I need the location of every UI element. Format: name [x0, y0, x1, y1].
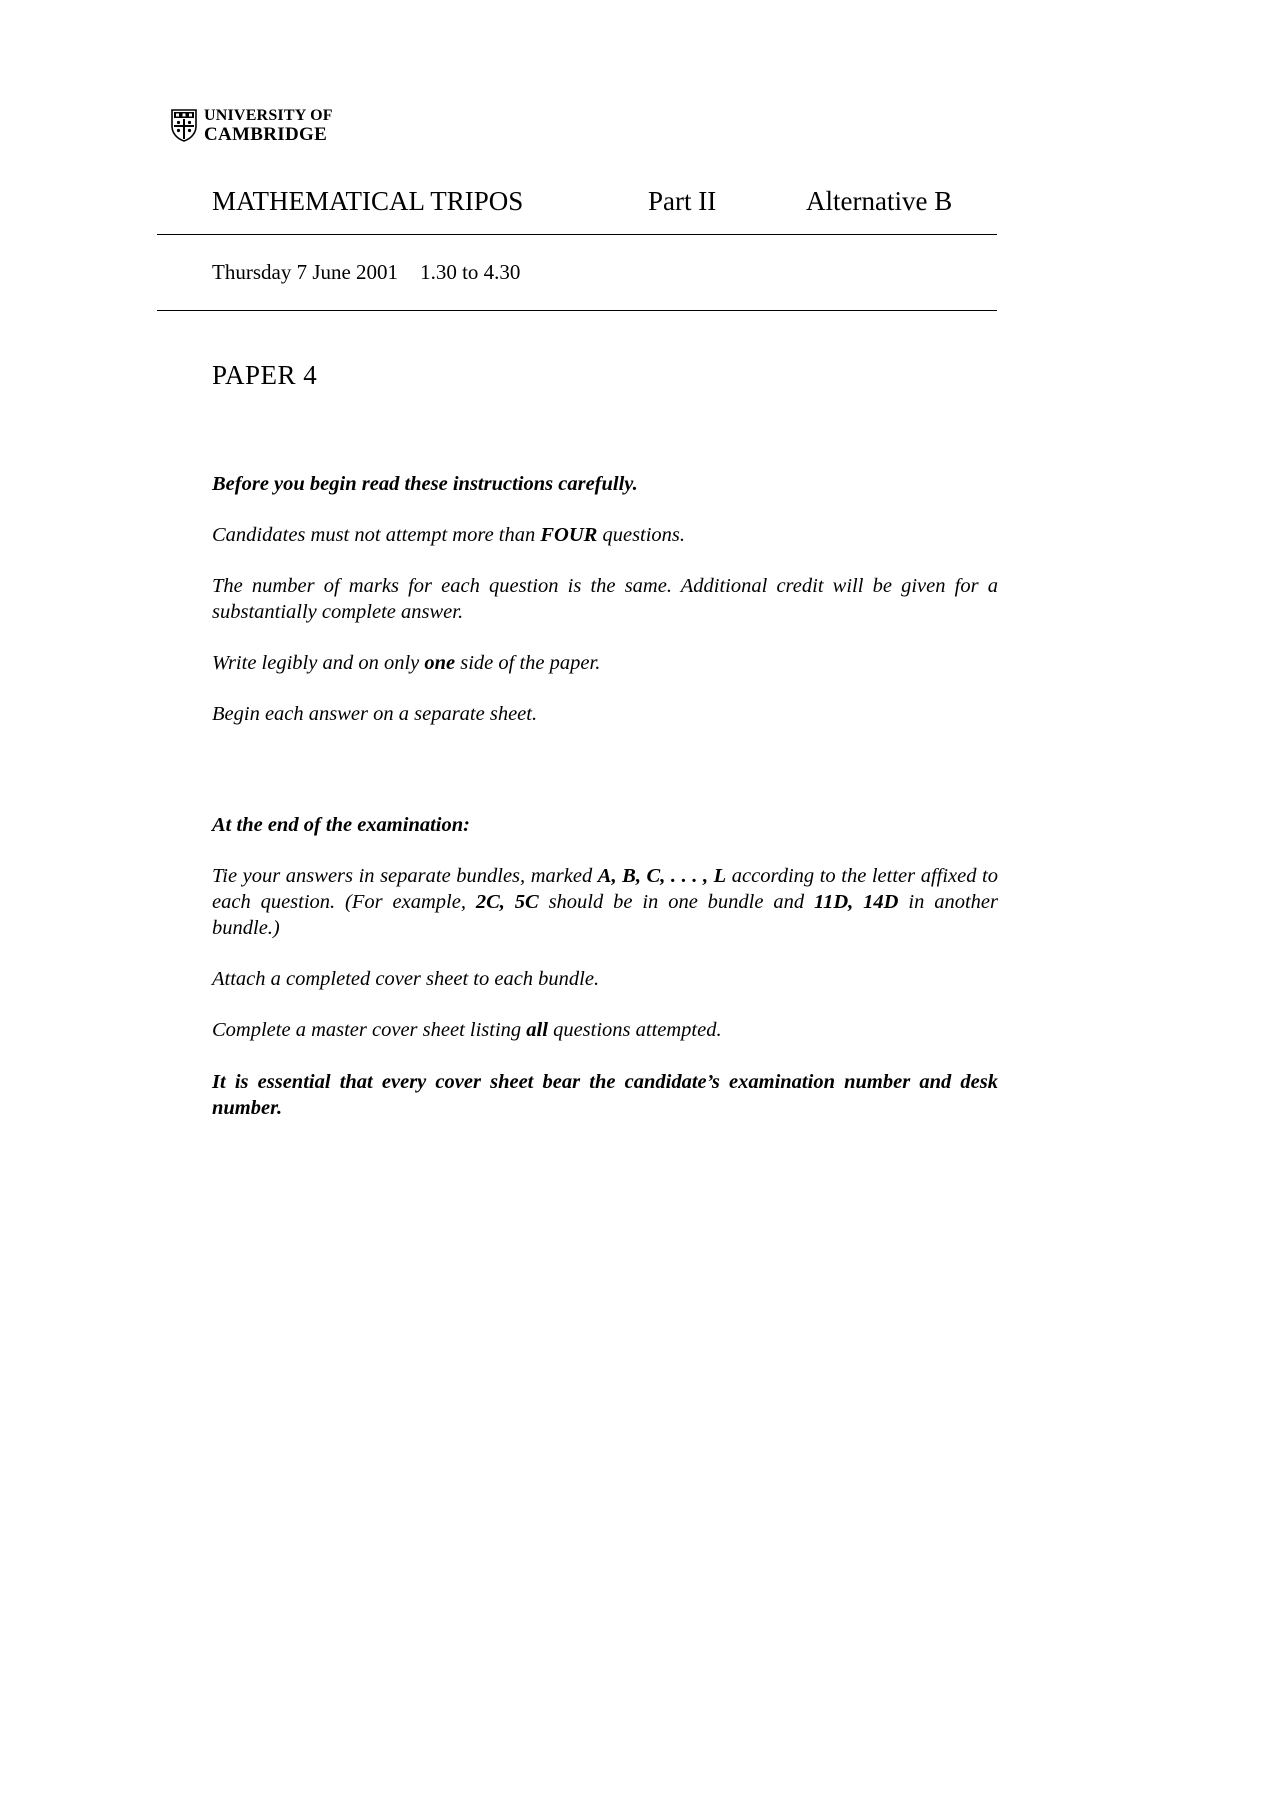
instruction-legibility: [212, 650, 998, 676]
exam-alternative: Alternative B: [806, 186, 953, 216]
exam-part: Part II: [648, 186, 717, 216]
instruction-text: questions.: [597, 524, 686, 546]
instructions-heading: Before you begin read these instructions carefully.: [212, 473, 638, 495]
instruction-emphasis: A, B, C, . . . , L: [597, 865, 727, 887]
instruction-text: Write legibly and on only: [212, 652, 425, 674]
instruction-text: according to the letter affixed to each question. (For example,: [212, 865, 998, 913]
top-divider: [157, 234, 997, 235]
end-instruction-master-sheet: [212, 1017, 998, 1043]
cambridge-crest-icon: [170, 108, 198, 142]
instruction-marks: The number of marks for each question is the same. Additional credit will be given for a substantially complete answer.: [212, 575, 998, 623]
end-heading: At the end of the examination:: [212, 814, 470, 836]
exam-date: Thursday 7 June 2001: [212, 260, 399, 284]
instruction-text: should be in one bundle and: [538, 891, 814, 913]
university-logo: [170, 106, 333, 144]
end-instruction-essential: It is essential that every cover sheet bear the candidate’s examination number and desk number.: [212, 1071, 998, 1119]
instruction-text: Complete a master cover sheet listing: [212, 1019, 527, 1041]
logo-line-1: UNIVERSITY OF: [204, 107, 333, 124]
instruction-text: Candidates must not attempt more than: [212, 524, 541, 546]
end-instruction-bundles: [212, 863, 998, 941]
instruction-text: in another bundle.): [212, 891, 998, 939]
instruction-emphasis: one: [424, 652, 456, 674]
instruction-emphasis: FOUR: [540, 524, 598, 546]
instruction-separate-sheet: Begin each answer on a separate sheet.: [212, 703, 538, 725]
exam-time: 1.30 to 4.30: [420, 260, 521, 284]
instruction-question-limit: [212, 522, 998, 548]
instruction-text: side of the paper.: [455, 652, 601, 674]
exam-title: MATHEMATICAL TRIPOS: [212, 186, 524, 216]
exam-title-row: [212, 186, 980, 226]
instruction-text: questions attempted.: [547, 1019, 722, 1041]
logo-line-2: CAMBRIDGE: [204, 124, 328, 145]
paper-title: PAPER 4: [212, 360, 318, 390]
end-instruction-cover-sheet: Attach a completed cover sheet to each bundle.: [212, 968, 600, 990]
instruction-emphasis: 2C, 5C: [475, 891, 539, 913]
instruction-emphasis: all: [526, 1019, 548, 1041]
exam-date-time: [212, 260, 520, 285]
logo-text: [204, 106, 333, 144]
bottom-divider: [157, 310, 997, 311]
instruction-text: Tie your answers in separate bundles, marked: [212, 865, 598, 887]
instruction-emphasis: 11D, 14D: [814, 891, 899, 913]
